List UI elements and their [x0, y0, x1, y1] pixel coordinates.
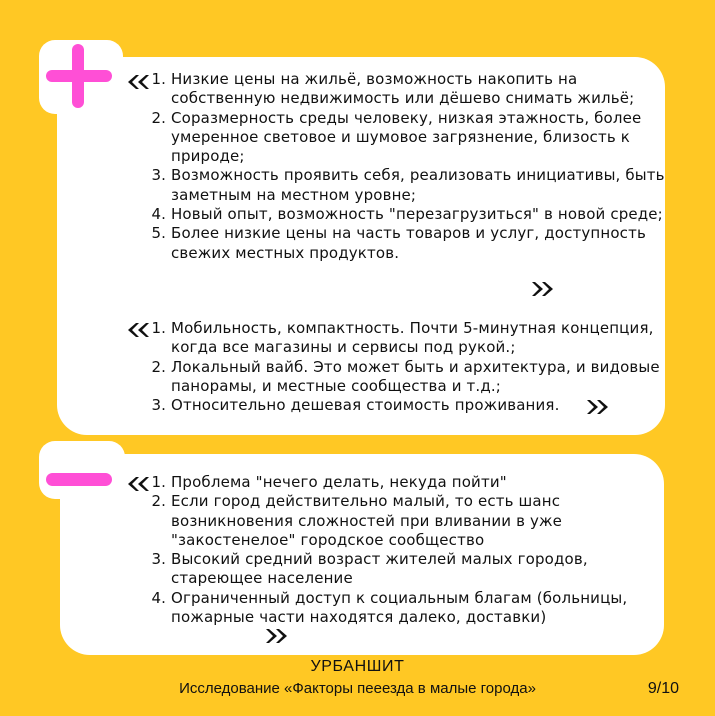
- list-item: 2. Локальный вайб. Это может быть и архитектура, и видовые панорамы, и местные сообщества и т.д.;: [171, 358, 666, 397]
- cons-list: [151, 473, 666, 627]
- list-item: 1. Низкие цены на жильё, возможность накопить на собственную недвижимость или дёшево снимать жильё;: [171, 70, 666, 109]
- close-quote-chevron-icon: [532, 282, 554, 296]
- pros-list-housing: [151, 70, 666, 263]
- open-quote-chevron-icon: [127, 75, 149, 89]
- minus-icon: [46, 473, 112, 486]
- list-item: 3. Возможность проявить себя, реализовать инициативы, быть заметным на местном уровне;: [171, 166, 666, 205]
- list-item: 5. Более низкие цены на часть товаров и услуг, доступность свежих местных продуктов.: [171, 224, 666, 263]
- page-counter: 9/10: [647, 680, 679, 697]
- list-item: 3. Относительно дешевая стоимость проживания.: [171, 396, 666, 415]
- list-item: 1. Мобильность, компактность. Почти 5-минутная концепция, когда все магазины и сервисы под рукой.;: [171, 319, 666, 358]
- list-item: 4. Новый опыт, возможность "перезагрузиться" в новой среде;: [171, 205, 666, 224]
- open-quote-chevron-icon: [127, 477, 149, 491]
- brand-name: УРБАНШИТ: [310, 658, 405, 675]
- list-item: 1. Проблема "нечего делать, некуда пойти": [171, 473, 666, 492]
- list-item: 2. Соразмерность среды человеку, низкая этажность, более умеренное световое и шумовое загрязнение, близость к природе;: [171, 109, 666, 167]
- pros-list-city: [151, 319, 666, 415]
- list-item: 3. Высокий средний возраст жителей малых городов, стареющее население: [171, 550, 666, 589]
- research-title: Исследование «Факторы пееезда в малые города»: [179, 680, 536, 697]
- minus-badge: [39, 441, 125, 499]
- list-item: 4. Ограниченный доступ к социальным благам (больницы, пожарные части находятся далеко, доставки): [171, 589, 666, 628]
- list-item: 2. Если город действительно малый, то есть шанс возникновения сложностей при вливании в уже "закостенелое" городское сообщество: [171, 492, 666, 550]
- close-quote-chevron-icon: [266, 629, 288, 643]
- open-quote-chevron-icon: [127, 323, 149, 337]
